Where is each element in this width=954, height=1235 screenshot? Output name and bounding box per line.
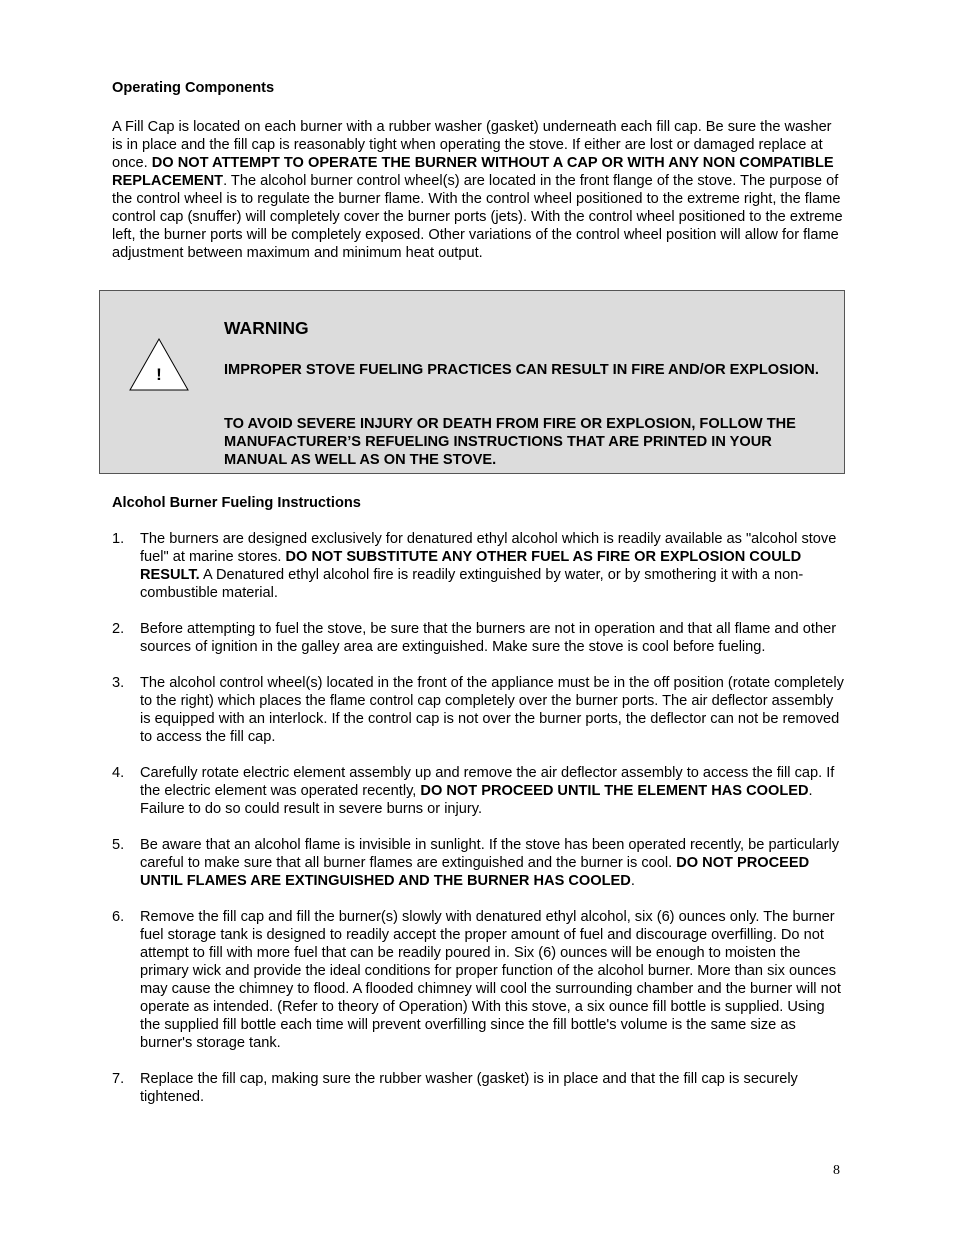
step-text: Replace the fill cap, making sure the rubber washer (gasket) is in place and that the fill cap is securely tightened. — [140, 1071, 798, 1105]
list-item — [112, 1070, 844, 1106]
step-text: . Failure to do so could result in severe burns or injury. — [140, 783, 813, 817]
warning-line-2: TO AVOID SEVERE INJURY OR DEATH FROM FIRE OR EXPLOSION, FOLLOW THE MANUFACTURER’S REFUELING INSTRUCTIONS THAT ARE PRINTED IN YOUR MANUAL AS WELL AS ON THE STOVE. — [224, 416, 796, 468]
step-number: 2. — [112, 621, 125, 637]
step-number: 5. — [112, 837, 125, 853]
step-text: The burners are designed exclusively for denatured ethyl alcohol which is readily available as "alcohol stove fuel" at marine stores. — [140, 531, 837, 565]
list-item — [112, 674, 844, 746]
list-item — [112, 764, 844, 818]
step-number: 3. — [112, 675, 125, 691]
step-bold-text: DO NOT PROCEED UNTIL THE ELEMENT HAS COOLED — [420, 783, 809, 799]
paragraph-text: . The alcohol burner control wheel(s) are located in the front flange of the stove. The purpose of the control wheel is to regulate the burner flame. With the control wheel positioned to the extreme right, the flame control cap (snuffer) will completely cover the burner ports (jets). With the control wheel positioned to the extreme left, the burner ports will be completely exposed. Other variations of the control wheel position will allow for flame adjustment between maximum and minimum heat output. — [112, 173, 843, 261]
step-number: 7. — [112, 1071, 125, 1087]
step-text: Be aware that an alcohol flame is invisible in sunlight. If the stove has been operated recently, be particularly careful to make sure that all burner flames are extinguished and the burner is cool. — [140, 837, 840, 871]
section-heading-operating-components: Operating Components — [112, 80, 275, 96]
paragraph-text: A Fill Cap is located on each burner with a rubber washer (gasket) underneath each fill cap. Be sure the washer is in place and the fill cap is reasonably tight when operating the stove. If either are lost or damaged replace at once. — [112, 119, 832, 171]
list-item — [112, 908, 844, 1052]
section-heading-fueling-instructions: Alcohol Burner Fueling Instructions — [112, 495, 361, 511]
step-text: A Denatured ethyl alcohol fire is readily extinguished by water, or by smothering it with a non-combustible material. — [140, 567, 804, 601]
list-item — [112, 620, 844, 656]
operating-components-paragraph — [112, 118, 844, 262]
step-text: The alcohol control wheel(s) located in the front of the appliance must be in the off position (rotate completely to the right) which places the flame control cap completely over the burner ports. The air deflector assembly is equipped with an interlock. If the control cap is not over the burner ports, the deflector can not be removed to access the fill cap. — [140, 675, 844, 745]
step-bold-text: DO NOT PROCEED UNTIL FLAMES ARE EXTINGUISHED AND THE BURNER HAS COOLED — [140, 855, 810, 889]
step-number: 4. — [112, 765, 125, 781]
warning-icon-symbol: ! — [156, 365, 162, 384]
step-bold-text: DO NOT SUBSTITUTE ANY OTHER FUEL AS FIRE OR EXPLOSION COULD RESULT. — [140, 549, 802, 583]
list-item — [112, 836, 844, 890]
step-text: Remove the fill cap and fill the burner(s) slowly with denatured ethyl alcohol, six (6) ounces only. The burner fuel storage tank is designed to readily accept the proper amount of fuel and discourage overfilling. Do not attempt to fill with more fuel that can be readily poured in. Six (6) ounces will be enough to moisten the primary wick and provide the ideal conditions for proper function of the alcohol burner. More than six ounces may cause the chimney to flood. A flooded chimney will cool the surrounding chamber and the burner will not operate as intended. (Refer to theory of Operation) With this stove, a six ounce fill bottle is supplied. Using the supplied fill bottle each time will prevent overfilling since the fill bottle's volume is the same size as burner's storage tank. — [140, 909, 841, 1051]
list-item — [112, 530, 844, 602]
paragraph-bold-text: DO NOT ATTEMPT TO OPERATE THE BURNER WITHOUT A CAP OR WITH ANY NON COMPATIBLE REPLACEMENT — [112, 155, 834, 189]
step-text: . — [630, 873, 635, 889]
warning-title: WARNING — [224, 318, 309, 338]
page-number: 8 — [833, 1163, 840, 1178]
step-number: 1. — [112, 531, 125, 547]
step-number: 6. — [112, 909, 125, 925]
step-text: Carefully rotate electric element assembly up and remove the air deflector assembly to access the fill cap. If the electric element was operated recently, — [140, 765, 835, 799]
fueling-steps-list — [112, 530, 844, 1124]
warning-line-1: IMPROPER STOVE FUELING PRACTICES CAN RESULT IN FIRE AND/OR EXPLOSION. — [224, 362, 819, 378]
step-text: Before attempting to fuel the stove, be sure that the burners are not in operation and that all flame and other sources of ignition in the galley area are extinguished. Make sure the stove is cool before fueling. — [140, 621, 837, 655]
warning-box — [99, 290, 845, 474]
warning-triangle-icon — [128, 337, 190, 393]
